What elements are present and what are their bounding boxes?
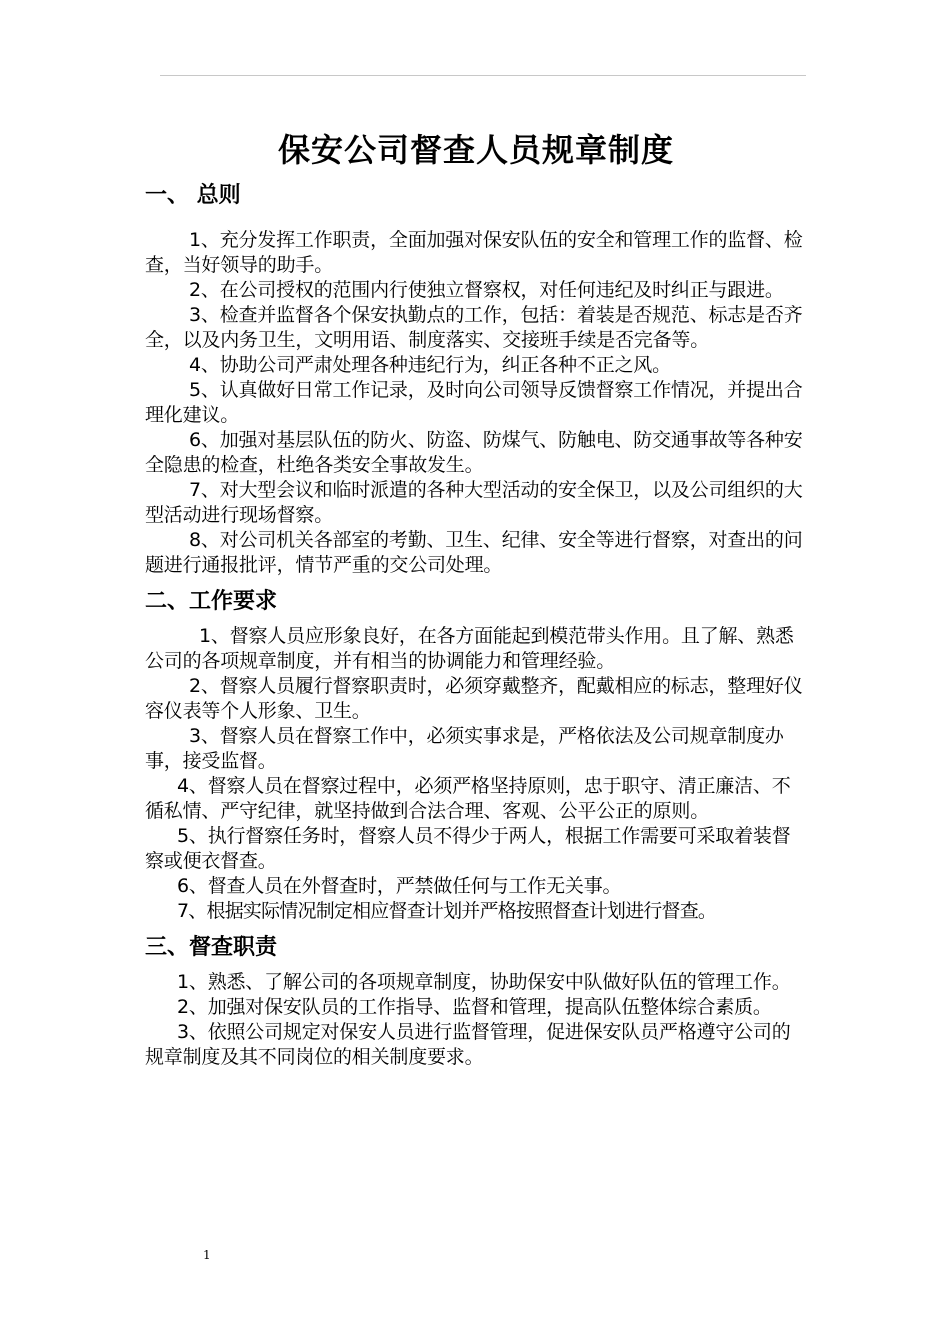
paragraph: 6、督查人员在外督查时，严禁做任何与工作无关事。: [177, 875, 622, 897]
page-number: 1: [203, 1248, 211, 1262]
section-heading: 二、工作要求: [145, 589, 278, 614]
paragraph: 7、根据实际情况制定相应督查计划并严格按照督查计划进行督查。: [177, 900, 717, 922]
paragraph: 3、依照公司规定对保安人员进行监督管理，促进保安队员严格遵守公司的规章制度及其不同岗位的相关制度要求。: [145, 1021, 791, 1068]
paragraph: 3、检查并监督各个保安执勤点的工作，包括：着装是否规范、标志是否齐全，以及内务卫生，文明用语、制度落实、交接班手续是否完备等。: [145, 304, 803, 351]
paragraph: 1、熟悉、了解公司的各项规章制度，协助保安中队做好队伍的管理工作。: [177, 971, 791, 993]
paragraph: 1、督察人员应形象良好，在各方面能起到模范带头作用。且了解、熟悉公司的各项规章制度，并有相当的协调能力和管理经验。: [145, 625, 794, 672]
section-work-requirements: [145, 587, 807, 924]
paragraph: 4、督察人员在督察过程中，必须严格坚持原则，忠于职守、清正廉洁、不循私情、严守纪律，就坚持做到合法合理、客观、公平公正的原则。: [145, 775, 791, 822]
paragraph: 4、协助公司严肃处理各种违纪行为，纠正各种不正之风。: [189, 354, 671, 376]
paragraph: 7、对大型会议和临时派遣的各种大型活动的安全保卫，以及公司组织的大型活动进行现场督察。: [145, 479, 803, 526]
paragraph: 2、加强对保安队员的工作指导、监督和管理，提高队伍整体综合素质。: [177, 996, 772, 1018]
paragraph: 2、督察人员履行督察职责时，必须穿戴整齐，配戴相应的标志，整理好仪容仪表等个人形象、卫生。: [145, 675, 803, 722]
paragraph: 6、加强对基层队伍的防火、防盗、防煤气、防触电、防交通事故等各种安全隐患的检查，杜绝各类安全事故发生。: [145, 429, 803, 476]
section-heading: 一、 总则: [145, 183, 241, 208]
paragraph: 5、认真做好日常工作记录，及时向公司领导反馈督察工作情况，并提出合理化建议。: [145, 379, 803, 426]
document-title: 保安公司督查人员规章制度: [277, 131, 674, 169]
paragraph: 2、在公司授权的范围内行使独立督察权，对任何违纪及时纠正与跟进。: [189, 279, 784, 301]
section-supervision-duties: [145, 933, 807, 1070]
paragraph: 8、对公司机关各部室的考勤、卫生、纪律、安全等进行督察，对查出的问题进行通报批评，情节严重的交公司处理。: [145, 529, 803, 576]
document-body: [145, 126, 807, 1070]
section-heading: 三、督查职责: [145, 935, 278, 960]
paragraph: 5、执行督察任务时，督察人员不得少于两人，根据工作需要可采取着装督察或便衣督查。: [145, 825, 791, 872]
paragraph: 3、督察人员在督察工作中，必须实事求是，严格依法及公司规章制度办事，接受监督。: [145, 725, 784, 772]
header-rule: [160, 75, 806, 76]
paragraph: 1、充分发挥工作职责，全面加强对保安队伍的安全和管理工作的监督、检查，当好领导的助手。: [145, 229, 803, 276]
section-general: [145, 181, 807, 578]
